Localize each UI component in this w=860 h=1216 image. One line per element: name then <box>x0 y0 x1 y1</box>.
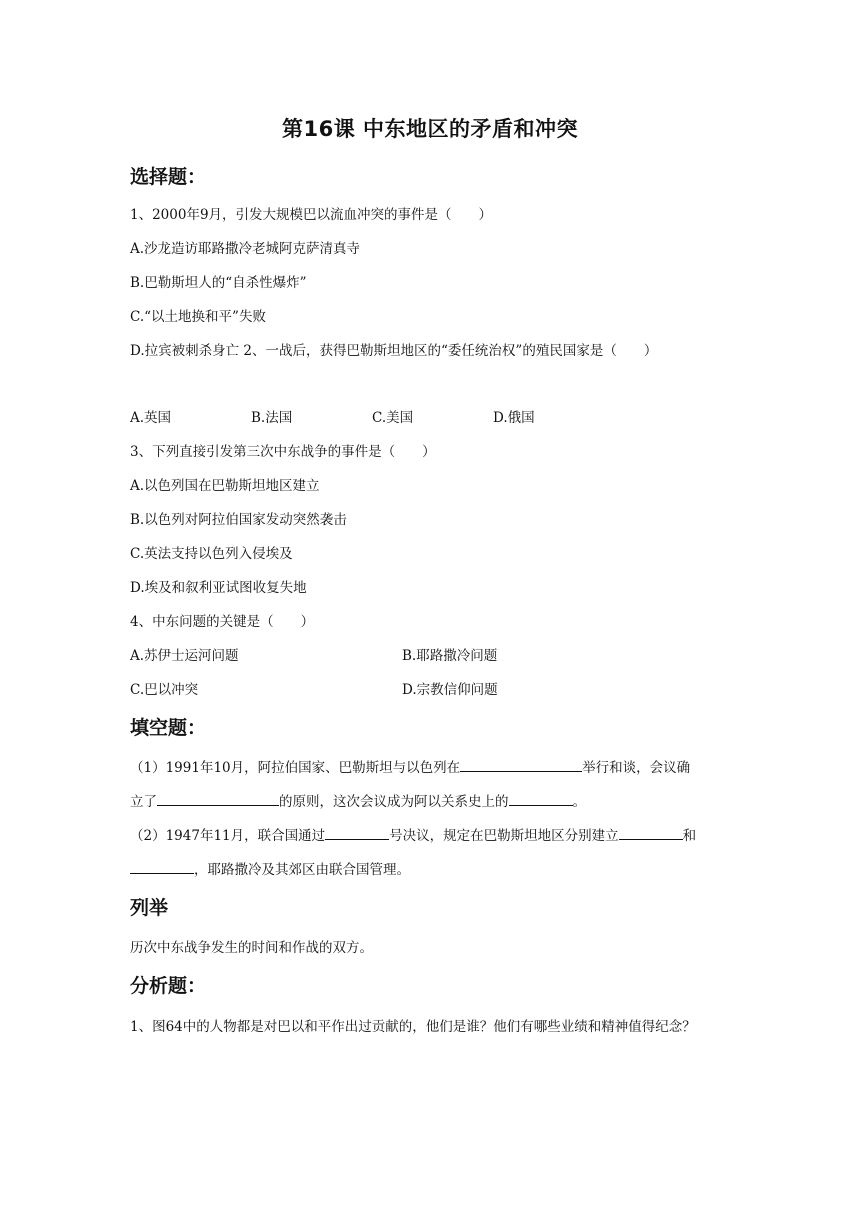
fill-1-text-c: 立了 <box>130 794 157 810</box>
fill-blank[interactable] <box>157 791 279 806</box>
fill-1-text-d: 的原则，这次会议成为阿以关系史上的 <box>279 794 509 810</box>
fill-blank[interactable] <box>325 825 389 840</box>
section-heading-analysis: 分析题： <box>130 975 207 997</box>
question-3-option-c: C.英法支持以色列入侵埃及 <box>130 546 293 562</box>
question-2-option-d: D.俄国 <box>493 410 535 426</box>
fill-2-text-b: 号决议，规定在巴勒斯坦地区分别建立 <box>389 828 619 844</box>
fill-blank[interactable] <box>460 757 582 772</box>
fill-question-2-line-2 <box>130 858 410 878</box>
question-3-option-b: B.以色列对阿拉伯国家发动突然袭击 <box>130 512 347 528</box>
question-1-option-a: A.沙龙造访耶路撒冷老城阿克萨清真寺 <box>130 241 361 257</box>
question-1-option-b: B.巴勒斯坦人的“自杀性爆炸” <box>130 275 307 291</box>
fill-2-text-a: （2）1947年11月，联合国通过 <box>130 828 326 844</box>
question-3-option-d: D.埃及和叙利亚试图收复失地 <box>130 580 307 596</box>
question-2-option-b: B.法国 <box>251 410 293 426</box>
question-4-option-a: A.苏伊士运河问题 <box>130 648 239 664</box>
fill-1-text-e: 。 <box>572 794 586 810</box>
section-heading-list: 列举 <box>130 897 169 919</box>
fill-1-text-a: （1）1991年10月，阿拉伯国家、巴勒斯坦与以色列在 <box>130 760 461 776</box>
question-4-stem: 4、中东问题的关键是（ ） <box>130 614 315 630</box>
question-4-option-c: C.巴以冲突 <box>130 682 199 698</box>
fill-2-text-d: ，耶路撒冷及其郊区由联合国管理。 <box>194 862 410 878</box>
question-3-option-a: A.以色列国在巴勒斯坦地区建立 <box>130 478 320 494</box>
fill-1-text-b: 举行和谈，会议确 <box>582 760 691 776</box>
question-1-option-d-question-2-stem: D.拉宾被刺杀身亡 2、一战后，获得巴勒斯坦地区的“委任统治权”的殖民国家是（ ） <box>130 343 658 359</box>
question-2-option-a: A.英国 <box>130 410 172 426</box>
page-title: 第16课 中东地区的矛盾和冲突 <box>281 117 579 141</box>
section-heading-choice: 选择题： <box>130 166 207 188</box>
fill-blank[interactable] <box>619 825 683 840</box>
question-4-option-d: D.宗教信仰问题 <box>402 682 498 698</box>
question-1-option-c: C.“以土地换和平”失败 <box>130 309 266 325</box>
question-4-option-b: B.耶路撒冷问题 <box>402 648 498 664</box>
fill-question-1-line-2 <box>130 790 586 810</box>
list-question-text: 历次中东战争发生的时间和作战的双方。 <box>130 940 373 956</box>
question-2-option-c: C.美国 <box>372 410 414 426</box>
question-1-stem: 1、2000年9月，引发大规模巴以流血冲突的事件是（ ） <box>130 207 493 223</box>
fill-question-1-line-1 <box>130 756 690 776</box>
section-heading-fill: 填空题： <box>130 717 207 739</box>
analysis-question-1: 1、图64中的人物都是对巴以和平作出过贡献的，他们是谁？他们有哪些业绩和精神值得纪念？ <box>130 1019 696 1035</box>
fill-blank[interactable] <box>130 859 194 874</box>
fill-2-text-c: 和 <box>682 828 697 844</box>
fill-blank[interactable] <box>509 791 573 806</box>
fill-question-2-line-1 <box>130 824 696 844</box>
question-3-stem: 3、下列直接引发第三次中东战争的事件是（ ） <box>130 444 436 460</box>
